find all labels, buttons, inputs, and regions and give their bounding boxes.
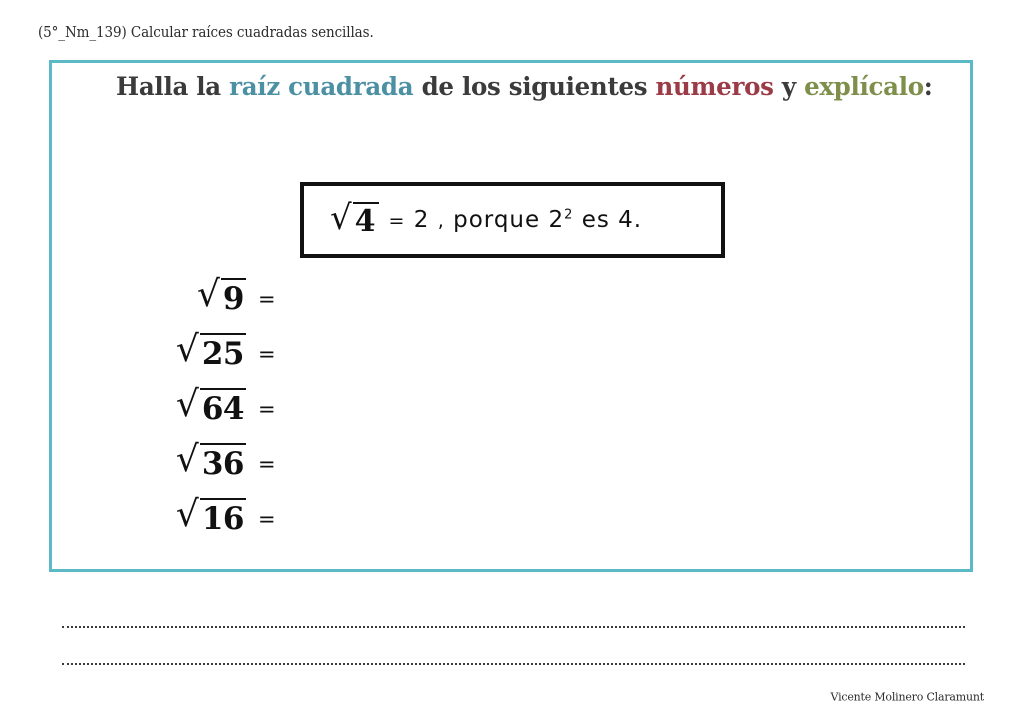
problem-radicand: 25 (200, 333, 246, 371)
square-root-icon: √ (175, 384, 199, 425)
example-power-exponent: 2 (564, 207, 574, 223)
problem-radicand: 64 (200, 388, 246, 426)
square-root-icon: √ (196, 274, 220, 315)
author-credit: Vicente Molinero Claramunt (830, 690, 984, 704)
square-root-icon: √ (175, 439, 199, 480)
problem-row (120, 329, 280, 388)
instruction-segment-1: Halla la (116, 72, 230, 101)
problem-row (120, 494, 280, 553)
instruction-segment-2: raíz cuadrada (229, 72, 414, 101)
example-box (300, 182, 725, 258)
example-is-word: es (581, 207, 610, 233)
example-content (304, 186, 721, 254)
instruction-segment-4: números (655, 72, 774, 101)
problem-radical (175, 329, 246, 372)
instruction-segment-5: y (773, 72, 805, 101)
problem-row (120, 384, 280, 443)
square-root-icon: √ (175, 329, 199, 370)
square-root-icon: √ (330, 198, 352, 239)
problem-list (120, 274, 280, 553)
answer-line-2 (62, 663, 965, 665)
problem-radical (175, 439, 246, 482)
exercise-reference-code: (5°_Nm_139) Calcular raíces cuadradas sencillas. (38, 24, 374, 42)
example-radicand: 4 (353, 202, 379, 238)
example-radical (330, 198, 379, 240)
answer-line-1 (62, 626, 965, 628)
example-comma: , (437, 210, 445, 232)
example-result: 2 (413, 207, 430, 233)
example-reason-word: porque (453, 207, 541, 233)
instruction-segment-7: : (923, 72, 933, 101)
instruction-segment-3: de los siguientes (413, 72, 656, 101)
problem-radical (175, 494, 246, 537)
problem-equals: = (258, 507, 276, 531)
problem-row (120, 274, 280, 333)
problem-row (120, 439, 280, 498)
square-root-icon: √ (175, 494, 199, 535)
problem-equals: = (258, 452, 276, 476)
problem-radical (196, 274, 246, 317)
instruction-segment-6: explícalo (804, 72, 924, 101)
instruction-line (116, 72, 933, 101)
problem-radical (175, 384, 246, 427)
example-power-base: 2 (548, 207, 565, 233)
problem-radicand: 16 (200, 498, 246, 536)
example-explanation (389, 207, 643, 233)
problem-equals: = (258, 397, 276, 421)
example-equals: = (388, 210, 406, 232)
problem-radicand: 36 (200, 443, 246, 481)
problem-radicand: 9 (221, 278, 246, 316)
example-reason-value: 4. (618, 207, 643, 233)
problem-equals: = (258, 342, 276, 366)
problem-equals: = (258, 287, 276, 311)
